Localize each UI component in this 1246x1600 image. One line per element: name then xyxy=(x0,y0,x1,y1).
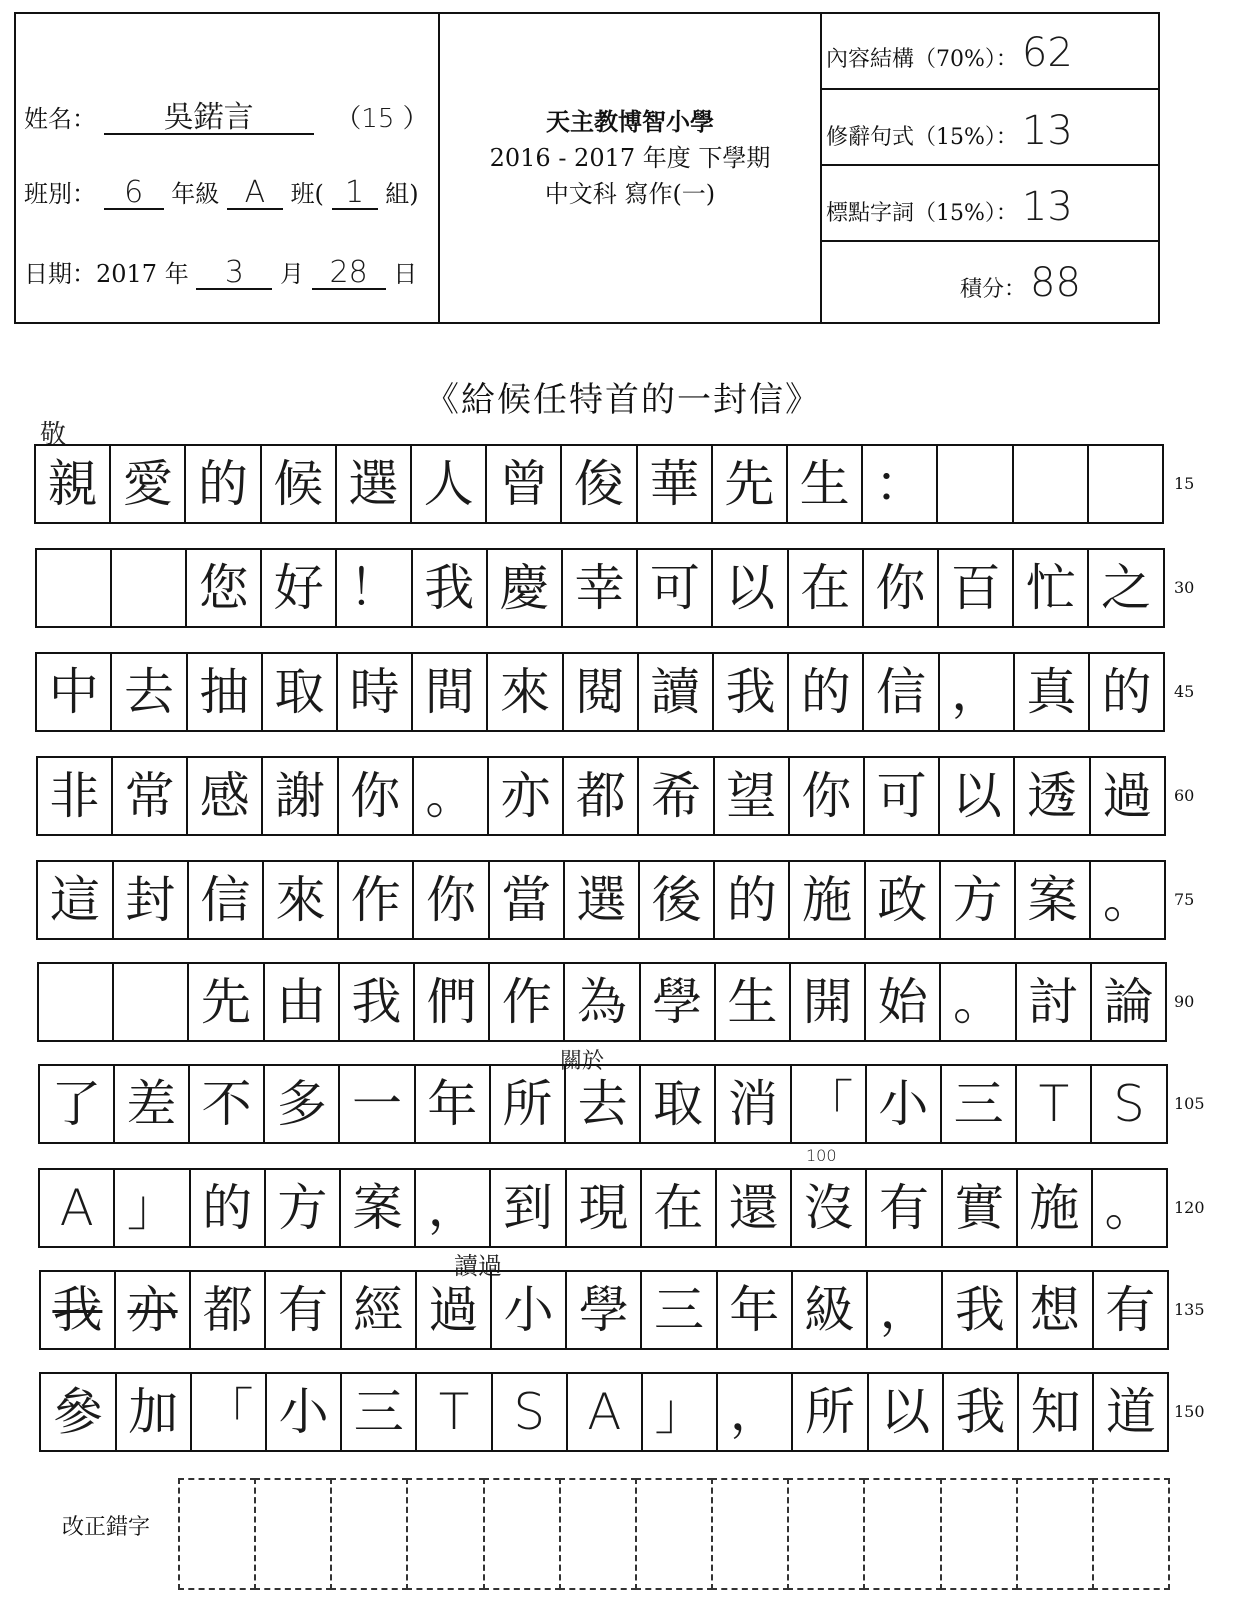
correction-cell xyxy=(1092,1478,1170,1590)
correction-cell xyxy=(483,1478,561,1590)
grid-cell: 取 xyxy=(261,652,338,732)
grid-cell: 百 xyxy=(937,548,1014,628)
grid-cell: 所 xyxy=(791,1372,868,1452)
grid-cell xyxy=(37,962,114,1042)
name-label: 姓名： xyxy=(24,105,96,133)
grid-cell: 加 xyxy=(115,1372,192,1452)
score-rhetoric-label: 修辭句式（15%）： xyxy=(826,125,1018,150)
grid-cell: 來 xyxy=(262,860,339,940)
grid-cell: 施 xyxy=(1016,1168,1093,1248)
grid-row xyxy=(39,1270,1169,1350)
grid-cell: 以 xyxy=(711,548,788,628)
grid-cell: 亦 xyxy=(114,1270,191,1350)
score-total-value: 88 xyxy=(1030,260,1081,306)
grid-cell xyxy=(1087,444,1164,524)
grid-cell: 人 xyxy=(410,444,487,524)
date-row xyxy=(24,254,417,290)
grid-cell: 在 xyxy=(787,548,864,628)
grid-cell: 小 xyxy=(865,1064,942,1144)
score-divider-3 xyxy=(820,240,1158,242)
grid-cell: 你 xyxy=(862,548,939,628)
annotation-row7: 關於 xyxy=(560,1049,605,1074)
grid-cell: 你 xyxy=(788,756,865,836)
correction-cell xyxy=(863,1478,941,1590)
grid-cell: 選 xyxy=(335,444,412,524)
grid-cell: 經 xyxy=(340,1270,417,1350)
grid-cell: ！ xyxy=(335,548,412,628)
grid-cell: 學 xyxy=(565,1270,642,1350)
grid-cell: ： xyxy=(861,444,938,524)
grid-cell xyxy=(1012,444,1089,524)
class-label: 班別： xyxy=(24,180,96,208)
grid-cell: 可 xyxy=(636,548,713,628)
grid-cell: 差 xyxy=(113,1064,190,1144)
grid-cell: 先 xyxy=(187,962,264,1042)
grid-cell: 們 xyxy=(413,962,490,1042)
grid-cell: 愛 xyxy=(109,444,186,524)
grid-cell: 的 xyxy=(1088,652,1165,732)
grid-cell: 三 xyxy=(340,1372,417,1452)
grid-cell: 年 xyxy=(414,1064,491,1144)
grid-cell: 以 xyxy=(938,756,1015,836)
grid-cell: 常 xyxy=(111,756,188,836)
grid-cell: S xyxy=(491,1372,568,1452)
grid-cell: 政 xyxy=(864,860,941,940)
date-label: 日期：2017 年 xyxy=(24,260,189,288)
grid-cell: 忙 xyxy=(1012,548,1089,628)
grid-cell: 信 xyxy=(187,860,264,940)
grid-cell: 封 xyxy=(112,860,189,940)
grid-cell: 謝 xyxy=(261,756,338,836)
correction-cell xyxy=(635,1478,713,1590)
row-count: 90 xyxy=(1174,992,1195,1011)
grid-cell: 曾 xyxy=(485,444,562,524)
grid-cell: 作 xyxy=(337,860,414,940)
score-rhetoric xyxy=(826,108,1073,154)
grid-cell: 有 xyxy=(1092,1270,1169,1350)
grid-cell: 三 xyxy=(940,1064,1017,1144)
grid-cell: A xyxy=(566,1372,643,1452)
grid-cell xyxy=(35,548,112,628)
name-value: 吳鍩言 xyxy=(104,103,314,135)
grid-cell: 亦 xyxy=(487,756,564,836)
score-punctuation-label: 標點字詞（15%）： xyxy=(826,201,1018,226)
score-punctuation xyxy=(826,184,1073,230)
month-label: 月 xyxy=(280,260,304,288)
row-count: 60 xyxy=(1174,786,1195,805)
grid-cell: 閱 xyxy=(562,652,639,732)
grid-cell: 討 xyxy=(1015,962,1092,1042)
grid-cell: 生 xyxy=(714,962,791,1042)
grid-row xyxy=(37,962,1167,1042)
score-content xyxy=(826,30,1073,76)
grid-cell: 現 xyxy=(565,1168,642,1248)
annotation-above-row1: 敬 xyxy=(40,420,67,450)
score-rhetoric-value: 13 xyxy=(1021,108,1073,154)
grid-cell: 級 xyxy=(791,1270,868,1350)
name-row xyxy=(24,98,429,135)
header-table xyxy=(14,12,1160,324)
grid-cell: 都 xyxy=(562,756,639,836)
grid-cell: 三 xyxy=(640,1270,717,1350)
grid-cell: 都 xyxy=(189,1270,266,1350)
grid-cell: 道 xyxy=(1092,1372,1169,1452)
grid-cell: S xyxy=(1090,1064,1167,1144)
grid-cell: 小 xyxy=(265,1372,342,1452)
grid-cell: 案 xyxy=(1014,860,1091,940)
score-punctuation-value: 13 xyxy=(1021,184,1073,230)
grid-cell: ， xyxy=(414,1168,491,1248)
grid-cell: T xyxy=(415,1372,492,1452)
grid-cell: 的 xyxy=(787,652,864,732)
grid-cell: 選 xyxy=(563,860,640,940)
correction-cell xyxy=(711,1478,789,1590)
correction-cell xyxy=(254,1478,332,1590)
grid-cell: 案 xyxy=(339,1168,416,1248)
grid-cell: 。 xyxy=(1089,860,1166,940)
class-suffix: 班( xyxy=(290,180,324,208)
grid-cell: 去 xyxy=(564,1064,641,1144)
school-name: 天主教博智小學 xyxy=(546,107,714,136)
grid-cell: 俊 xyxy=(560,444,637,524)
row-count: 105 xyxy=(1174,1094,1205,1113)
correction-cell xyxy=(330,1478,408,1590)
grid-cell: 在 xyxy=(640,1168,717,1248)
grid-cell: A xyxy=(38,1168,115,1248)
grid-cell: 學 xyxy=(639,962,716,1042)
row-count: 135 xyxy=(1174,1300,1205,1319)
row-count: 30 xyxy=(1174,578,1195,597)
grid-cell: 方 xyxy=(264,1168,341,1248)
grid-cell: 的 xyxy=(189,1168,266,1248)
grid-cell: 沒 xyxy=(790,1168,867,1248)
grid-cell: 由 xyxy=(263,962,340,1042)
grid-cell: 候 xyxy=(260,444,337,524)
correction-grid xyxy=(180,1478,1170,1590)
score-divider-2 xyxy=(820,164,1158,166)
grid-cell: 感 xyxy=(186,756,263,836)
grid-cell: 的 xyxy=(184,444,261,524)
grid-cell: 信 xyxy=(862,652,939,732)
grid-cell: 有 xyxy=(264,1270,341,1350)
grid-cell: 開 xyxy=(789,962,866,1042)
month-value: 3 xyxy=(196,258,272,290)
score-total-label: 積分： xyxy=(960,277,1027,302)
grid-cell: 作 xyxy=(488,962,565,1042)
grid-cell: 中 xyxy=(35,652,112,732)
score-content-value: 62 xyxy=(1021,30,1073,76)
grid-cell: 真 xyxy=(1013,652,1090,732)
grid-cell: 非 xyxy=(36,756,113,836)
grid-cell: 不 xyxy=(188,1064,265,1144)
correction-cell xyxy=(1016,1478,1094,1590)
grid-cell: ， xyxy=(716,1372,793,1452)
grid-cell: 年 xyxy=(716,1270,793,1350)
grid-cell: 親 xyxy=(34,444,111,524)
grid-row xyxy=(39,1372,1169,1452)
grid-row xyxy=(38,1064,1168,1144)
grid-cell: 過 xyxy=(415,1270,492,1350)
score-total xyxy=(960,260,1081,306)
grid-cell: 始 xyxy=(864,962,941,1042)
grid-cell: 間 xyxy=(411,652,488,732)
correction-cell xyxy=(787,1478,865,1590)
grid-cell: 華 xyxy=(636,444,713,524)
correction-cell xyxy=(406,1478,484,1590)
row-count: 45 xyxy=(1174,682,1195,701)
grid-cell: 到 xyxy=(489,1168,566,1248)
day-value: 28 xyxy=(312,258,386,290)
grid-cell: 希 xyxy=(637,756,714,836)
grid-cell: 。 xyxy=(939,962,1016,1042)
annotation-row9: 讀過 xyxy=(454,1252,502,1280)
grid-cell: 我 xyxy=(941,1270,1018,1350)
subject: 中文科 寫作(一) xyxy=(544,180,716,208)
grid-cell: 消 xyxy=(714,1064,791,1144)
correction-cell xyxy=(940,1478,1018,1590)
essay-title: 《給候任特首的一封信》 xyxy=(425,380,821,420)
grid-cell: 你 xyxy=(412,860,489,940)
grid-cell: 幸 xyxy=(561,548,638,628)
score-content-label: 內容結構（70%）： xyxy=(826,47,1018,72)
grid-cell: 。 xyxy=(412,756,489,836)
grid-cell: 知 xyxy=(1017,1372,1094,1452)
correction-label: 改正錯字 xyxy=(62,1515,151,1540)
school-year: 2016 - 2017 年度 下學期 xyxy=(489,144,771,172)
grid-cell: 好 xyxy=(260,548,337,628)
grid-cell: 。 xyxy=(1091,1168,1168,1248)
grid-cell: 你 xyxy=(337,756,414,836)
grid-cell xyxy=(936,444,1013,524)
grid-cell: 後 xyxy=(638,860,715,940)
grid-cell: 過 xyxy=(1089,756,1166,836)
grid-cell: 您 xyxy=(185,548,262,628)
grid-cell: 先 xyxy=(711,444,788,524)
score-divider-1 xyxy=(820,88,1158,90)
group-label: 組) xyxy=(385,180,419,208)
grid-row xyxy=(36,860,1166,940)
grid-row xyxy=(36,756,1166,836)
group-value: 1 xyxy=(332,178,378,210)
grid-cell: 讀 xyxy=(637,652,714,732)
grid-cell: 參 xyxy=(39,1372,116,1452)
grid-cell: 望 xyxy=(713,756,790,836)
row-count: 15 xyxy=(1174,474,1195,493)
grid-cell: 抽 xyxy=(186,652,263,732)
grid-cell xyxy=(110,548,187,628)
grid-row xyxy=(35,652,1165,732)
row-count: 75 xyxy=(1174,890,1195,909)
grid-cell: 施 xyxy=(788,860,865,940)
grid-cell: 我 xyxy=(338,962,415,1042)
grid-cell: 時 xyxy=(336,652,413,732)
grid-cell: 「 xyxy=(190,1372,267,1452)
grid-cell: 了 xyxy=(38,1064,115,1144)
day-label: 日 xyxy=(393,260,418,288)
grid-cell: 還 xyxy=(715,1168,792,1248)
grid-cell xyxy=(112,962,189,1042)
grid-row xyxy=(38,1168,1168,1248)
grid-cell: 去 xyxy=(110,652,187,732)
grade-value: 6 xyxy=(104,178,164,210)
grid-cell: 透 xyxy=(1013,756,1090,836)
grid-cell: 「 xyxy=(790,1064,867,1144)
header-divider-right xyxy=(820,14,822,322)
grid-cell: 我 xyxy=(39,1270,116,1350)
class-row xyxy=(24,174,419,210)
grid-cell: 一 xyxy=(338,1064,415,1144)
grid-cell: 」 xyxy=(641,1372,718,1452)
grid-cell: 以 xyxy=(867,1372,944,1452)
grid-cell: 實 xyxy=(941,1168,1018,1248)
grid-row xyxy=(35,548,1165,628)
grid-cell: 可 xyxy=(863,756,940,836)
grid-cell: 來 xyxy=(486,652,563,732)
grid-cell: 之 xyxy=(1087,548,1164,628)
grid-cell: 的 xyxy=(713,860,790,940)
grid-cell: 方 xyxy=(939,860,1016,940)
grid-cell: 慶 xyxy=(486,548,563,628)
grid-cell: 這 xyxy=(36,860,113,940)
grid-cell: 想 xyxy=(1016,1270,1093,1350)
grid-cell: 我 xyxy=(411,548,488,628)
grid-cell: 小 xyxy=(490,1270,567,1350)
grid-cell: ， xyxy=(938,652,1015,732)
grid-cell: 取 xyxy=(639,1064,716,1144)
annotation-row8: 100 xyxy=(806,1146,837,1165)
row-count: 120 xyxy=(1174,1198,1205,1217)
class-number: （15 ） xyxy=(335,104,429,134)
grid-cell: ， xyxy=(866,1270,943,1350)
class-value: A xyxy=(227,178,283,210)
grid-row xyxy=(34,444,1164,524)
grid-cell: 」 xyxy=(113,1168,190,1248)
grid-cell: 當 xyxy=(488,860,565,940)
correction-cell xyxy=(178,1478,256,1590)
grid-cell: 我 xyxy=(942,1372,1019,1452)
grid-cell: 多 xyxy=(263,1064,340,1144)
correction-cell xyxy=(559,1478,637,1590)
grid-cell: 為 xyxy=(563,962,640,1042)
grade-label: 年級 xyxy=(171,180,220,208)
grid-cell: 有 xyxy=(865,1168,942,1248)
grid-cell: 所 xyxy=(489,1064,566,1144)
grid-cell: T xyxy=(1015,1064,1092,1144)
grid-cell: 論 xyxy=(1090,962,1167,1042)
grid-cell: 我 xyxy=(712,652,789,732)
grid-cell: 生 xyxy=(786,444,863,524)
school-block xyxy=(440,104,820,212)
row-count: 150 xyxy=(1174,1402,1205,1421)
